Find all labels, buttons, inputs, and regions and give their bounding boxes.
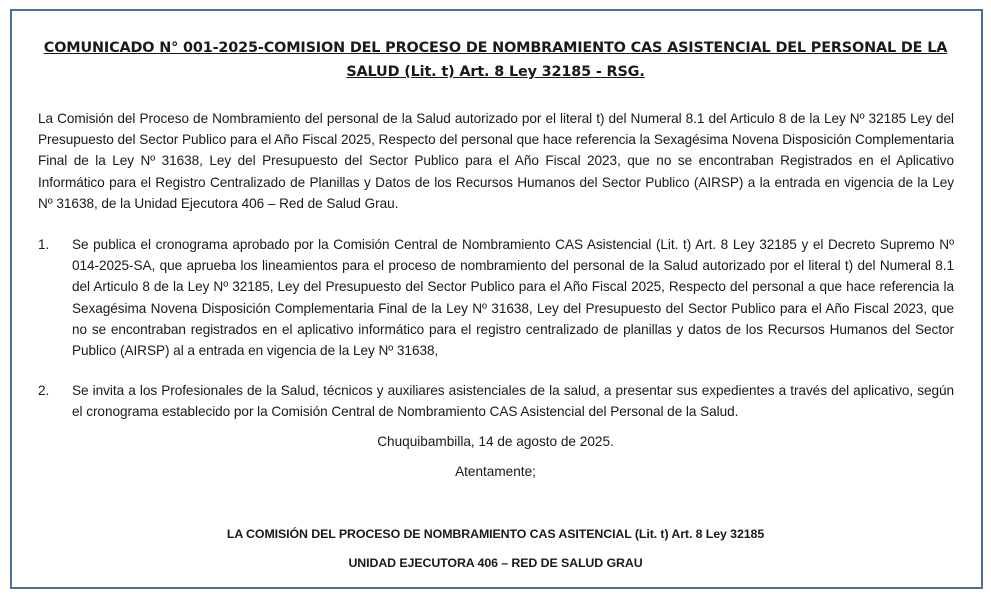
signature-commission: LA COMISIÓN DEL PROCESO DE NOMBRAMIENTO CAS ASITENCIAL (Lit. t) Art. 8 Ley 32185 bbox=[226, 527, 765, 541]
list-item-text: Se publica el cronograma aprobado por la Comisión Central de Nombramiento CAS Asistencial (Lit. t) Art. 8 Ley 32185 y el Decreto Supremo Nº 014-2025-SA, que aprueba los lineamientos para el proceso de nombramiento del personal de la Salud autorizado por el literal t) del Numeral 8.1 del Articulo 8 de la Ley Nº 32185, Ley del Presupuesto del Sector Publico para el Año Fiscal 2025, Respecto del personal a que hace referencia la Sexagésima Novena Disposición Complementaria Final de la Ley Nº 31638, Ley del Presupuesto del Sector Publico para el Año Fiscal 2023, que no se encontraban registrados en el aplicativo informático para el registro centralizado de planillas y datos de los Recursos Humanos del Sector Publico (AIRSP) al a entrada en vigencia de la Ley Nº 31638, bbox=[72, 237, 954, 359]
signature-unit: UNIDAD EJECUTORA 406 – RED DE SALUD GRAU bbox=[348, 556, 643, 570]
list-item bbox=[38, 234, 954, 361]
list-item bbox=[38, 380, 954, 422]
list-item-number: 1. bbox=[38, 237, 50, 252]
list-item-text: Se invita a los Profesionales de la Salud, técnicos y auxiliares asistenciales de la salud, a presentar sus expedientes a través del aplicativo, según el cronograma establecido por la Comisión Central de Nombramiento CAS Asistencial del Personal de la Salud. bbox=[72, 383, 954, 420]
list-item-number: 2. bbox=[38, 383, 50, 398]
date-line: Chuquibambilla, 14 de agosto de 2025. bbox=[377, 434, 614, 449]
closing-line: Atentamente; bbox=[455, 464, 536, 479]
document-title: COMUNICADO N° 001-2025-COMISION DEL PROCESO DE NOMBRAMIENTO CAS ASISTENCIAL DEL PERSONAL DE LA SALUD (Lit. t) Art. 8 Ley 32185 - RSG. bbox=[43, 40, 948, 80]
intro-paragraph: La Comisión del Proceso de Nombramiento del personal de la Salud autorizado por el literal t) del Numeral 8.1 del Articulo 8 de la Ley Nº 32185 Ley del Presupuesto del Sector Publico para el Año Fiscal 2025, Respecto del personal que hace referencia la Sexagésima Novena Disposición Complementaria Final de la Ley Nº 31638, Ley del Presupuesto del Sector Publico para el Año Fiscal 2023, que no se encontraban Registrados en el Aplicativo Informático para el Registro Centralizado de Planillas y Datos de los Recursos Humanos del Sector Publico (AIRSP) a la entrada en vigencia de la Ley Nº 31638, de la Unidad Ejecutora 406 – Red de Salud Grau. bbox=[38, 111, 954, 211]
